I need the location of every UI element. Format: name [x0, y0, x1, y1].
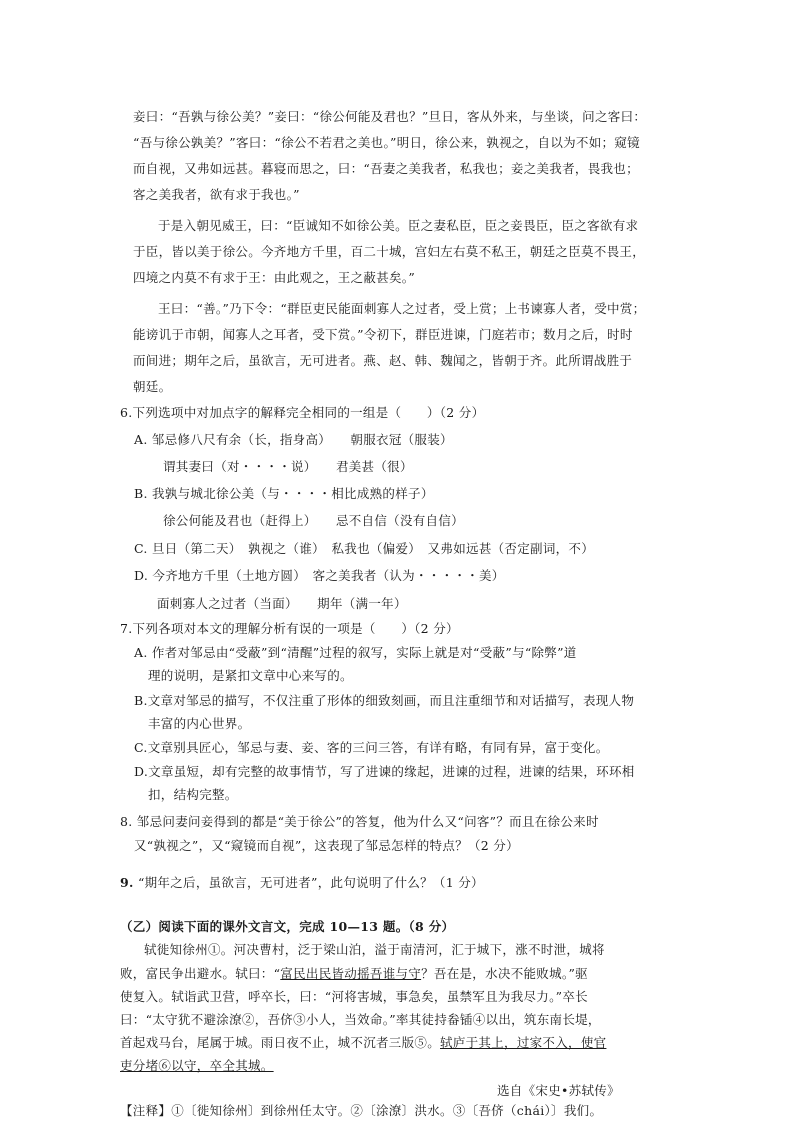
passage-p3-line2: 能谤讥于市朝，闻寡人之耳者，受下赏。”令初下，群臣进谏，门庭若市；数月之后，时时: [133, 327, 633, 342]
q6-stem: 6.下列选项中对加点字的解释完全相同的一组是（ ）（2 分）: [120, 405, 485, 420]
q7-option-c: C.文章别具匠心，邹忌与妻、妾、客的三问三答，有详有略，有同有异，富于变化。: [134, 740, 609, 755]
q6-option-d-line2: 面刺寡人之过者（当面） 期年（满一年）: [157, 596, 407, 611]
passage-p1-line4: 客之美我者，欲有求于我也。”: [133, 187, 300, 202]
part-yi-line6-underlined: 吏分堵⑥以守，卒全其城。: [120, 1058, 274, 1073]
part-yi-line1: 轼徙知徐州①。河决曹村，泛于梁山泊，溢于南清河，汇于城下，涨不时泄，城将: [144, 942, 605, 957]
q9-line: [120, 871, 484, 895]
q8-line1: 8. 邹忌问妻问妾得到的都是“美于徐公”的答复，他为什么又“问客”？而且在徐公来时: [120, 814, 599, 829]
part-yi-line3: 使复入。轼诣武卫营，呼卒长，曰：“河将害城，事急矣，虽禁军且为我尽力。”卒长: [120, 989, 588, 1004]
q7-option-a-line1: A. 作者对邹忌由“受蔽”到“清醒”过程的叙写，实际上就是对“受蔽”与“除弊”道: [134, 645, 577, 660]
passage-p1-line3: 而自视，又弗如远甚。暮寝而思之，曰：“吾妻之美我者，私我也；妾之美我者，畏我也；: [133, 161, 639, 176]
q6-option-d-line1: D. 今齐地方千里（土地方圆） 客之美我者（认为・・・・・美）: [134, 568, 505, 583]
q7-option-b-line2: 丰富的内心世界。: [148, 716, 251, 731]
part-yi-heading: （乙）阅读下面的课外文言文，完成 10—13 题。（8 分）: [120, 919, 455, 934]
q7-option-d-line2: 扣，结构完整。: [148, 787, 238, 802]
q6-option-a-line2: 谓其妻曰（对・・・・说） 君美甚（很）: [163, 459, 413, 474]
passage-p2-line1: 于是入朝见威王，曰：“臣诚知不如徐公美。臣之妻私臣，臣之妾畏臣，臣之客欲有求: [158, 218, 639, 233]
q7-option-b-line1: B.文章对邹忌的描写，不仅注重了形体的细致刻画，而且注重细节和对话描写，表现人物: [134, 693, 635, 708]
passage-p3-line4: 朝廷。: [133, 379, 172, 394]
part-yi-line5-a: 首起戏马台，尾属于城。雨日夜不止，城不沉者三版⑤。: [120, 1035, 441, 1050]
passage-p1-line1: 妾曰：“吾孰与徐公美？”妾曰：“徐公何能及君也？”旦日，客从外来，与坐谈，问之客曰：: [133, 109, 647, 124]
q6-option-b-line1: B. 我孰与城北徐公美（与・・・・相比成熟的样子）: [134, 486, 434, 501]
part-yi-line2-b: ？吾在是，水决不能败城。”驱: [421, 966, 588, 981]
passage-p3-line3: 而间进；期年之后，虽欲言，无可进者。燕、赵、韩、魏闻之，皆朝于齐。此所谓战胜于: [133, 353, 633, 368]
q9-text: “期年之后，虽欲言，无可进者”，此句说明了什么？（1 分）: [137, 875, 484, 890]
q6-option-a-line1: A. 邹忌修八尺有余（长，指身高） 朝服衣冠（服装）: [134, 432, 453, 447]
notes-line1: 【注释】①〔徙知徐州〕到徐州任太守。②〔涂潦〕洪水。③〔吾侪（chái）〕我们。: [120, 1103, 603, 1118]
passage-p2-line2: 于臣，皆以美于徐公。今齐地方千里，百二十城，宫妇左右莫不私王，朝廷之臣莫不畏王，: [133, 244, 646, 259]
part-yi-line4: 曰：“太守犹不避涂潦②，吾侪③小人，当效命。”率其徒持畚锸④以出，筑东南长堤，: [120, 1012, 601, 1027]
q6-option-c: C. 旦日（第二天） 孰视之（谁） 私我也（偏爱） 又弗如远甚（否定副词，不）: [134, 541, 595, 556]
q6-option-b-line2: 徐公何能及君也（赶得上） 忌不自信（没有自信）: [163, 513, 464, 528]
part-yi-line2-underlined: 富民出民皆动摇吾谁与守: [280, 966, 422, 981]
passage-p1-line2: “吾与徐公孰美？”客曰：“徐公不若君之美也。”明日，徐公来，孰视之，自以为不如；窥镜: [133, 135, 640, 150]
part-yi-line2: [120, 962, 588, 986]
passage-p3-line1: 王曰：“善。”乃下令：“群臣吏民能面刺寡人之过者，受上赏；上书谏寡人者，受中赏；: [158, 301, 646, 316]
part-yi-line2-a: 败，富民争出避水。轼曰：“: [120, 966, 281, 981]
q8-line2: 又“孰视之”，又“窥镜而自视”，这表现了邹忌怎样的特点？（2 分）: [134, 838, 519, 853]
part-yi-line5-underlined: 轼庐于其上，过家不入，使官: [440, 1035, 607, 1050]
q9-number: 9.: [120, 875, 134, 890]
part-yi-line6: [120, 1054, 274, 1078]
part-yi-source: 选自《宋史•苏轼传》: [497, 1083, 620, 1098]
passage-p2-line3: 四境之内莫不有求于王：由此观之，王之蔽甚矣。”: [133, 270, 416, 285]
q7-option-a-line2: 理的说明，是紧扣文章中心来写的。: [148, 668, 353, 683]
q7-option-d-line1: D.文章虽短，却有完整的故事情节，写了进谏的缘起，进谏的过程，进谏的结果，环环相: [134, 764, 635, 779]
part-yi-line5: [120, 1031, 606, 1055]
q7-stem: 7.下列各项对本文的理解分析有误的一项是（ ）（2 分）: [120, 621, 459, 636]
